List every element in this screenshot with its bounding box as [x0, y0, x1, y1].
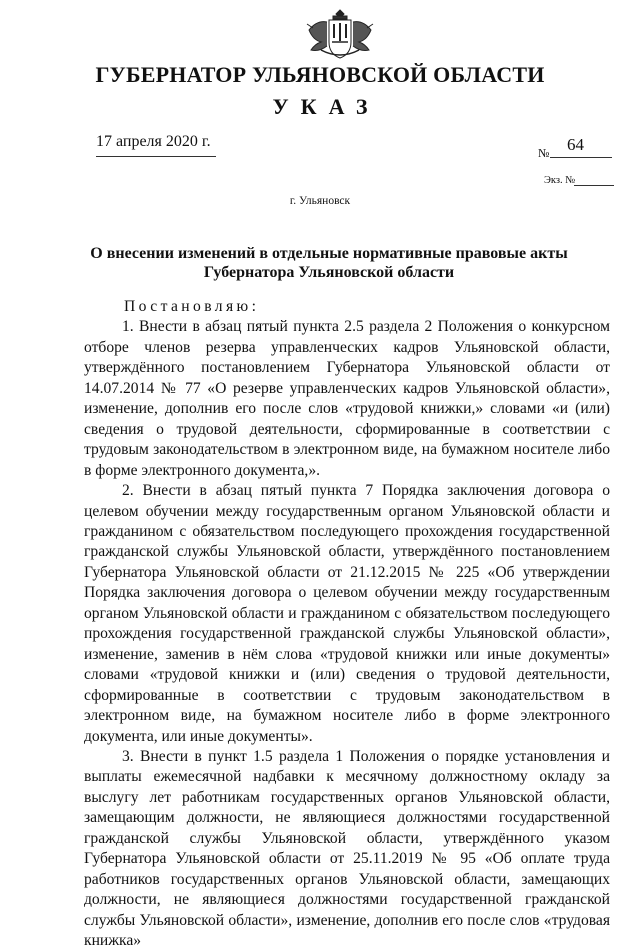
- document-number: 64: [567, 135, 584, 154]
- coat-of-arms-emblem: [301, 6, 379, 62]
- document-subject: [90, 244, 568, 282]
- copy-number-underline: [574, 185, 614, 186]
- document-body: [84, 297, 610, 952]
- subject-line-1: О внесении изменений в отдельные нормативные правовые акты: [90, 245, 568, 262]
- city-name: г. Ульяновск: [289, 195, 351, 207]
- subject-line-2: Губернатора Ульяновской области: [203, 264, 455, 281]
- number-label: №: [538, 146, 550, 160]
- document-date: 17 апреля 2020 г.: [96, 133, 211, 150]
- number-underline: [550, 157, 612, 158]
- copy-number-label: Экз. №: [544, 175, 576, 186]
- issuer-title: ГУБЕРНАТОР УЛЬЯНОВСКОЙ ОБЛАСТИ: [95, 62, 545, 87]
- date-underline: [96, 156, 216, 157]
- preamble: Постановляю:: [124, 298, 260, 315]
- document-type-title: УКАЗ: [272, 94, 380, 119]
- paragraph-1: 1. Внести в абзац пятый пункта 2.5 раздела 2 Положения о конкурсном отборе членов резерва управленческих кадров Ульяновской области, утверждённого постановлением Губернатора Ульяновской области от 14.07.2014 № 77 «О резерве управленческих кадров Ульяновской области», изменение, дополнив его после слов «трудовой книжки,» словами «и (или) сведения о трудовой деятельности, сформированные в соответствии с трудовым законодательством в электронном виде, на бумажном носителе либо в форме электронного документа,».: [84, 318, 610, 479]
- paragraph-2: 2. Внести в абзац пятый пункта 7 Порядка заключения договора о целевом обучении между государственным органом Ульяновской области и гражданином с обязательством последующего прохождения государственной гражданской службы Ульяновской области, утверждённого постановлением Губернатора Ульяновской области от 21.12.2015 № 225 «Об утверждении Порядка заключения договора о целевом обучении между государственным органом Ульяновской области и гражданином с обязательством последующего прохождения государственной гражданской службы Ульяновской области», изменение, заменив в нём слова «трудовой книжки или иные документы» словами «трудовой книжки и (или) сведения о трудовой деятельности, сформированные в соответствии с трудовым законодательством в электронном виде, на бумажном носителе либо в форме электронного документа, или иные документы».: [84, 482, 610, 745]
- paragraph-3: 3. Внести в пункт 1.5 раздела 1 Положения о порядке установления и выплаты ежемесячной надбавки к месячному должностному окладу за выслугу лет работникам государственных органов Ульяновской области, замещающим должности, не являющиеся должностями государственной гражданской службы Ульяновской области, утверждённого указом Губернатора Ульяновской области от 25.11.2019 № 95 «Об оплате труда работников государственных органов Ульяновской области, замещающих должности, не являющиеся должностями государственной гражданской службы Ульяновской области», изменение, дополнив его после слов «трудовая книжка»: [84, 747, 610, 950]
